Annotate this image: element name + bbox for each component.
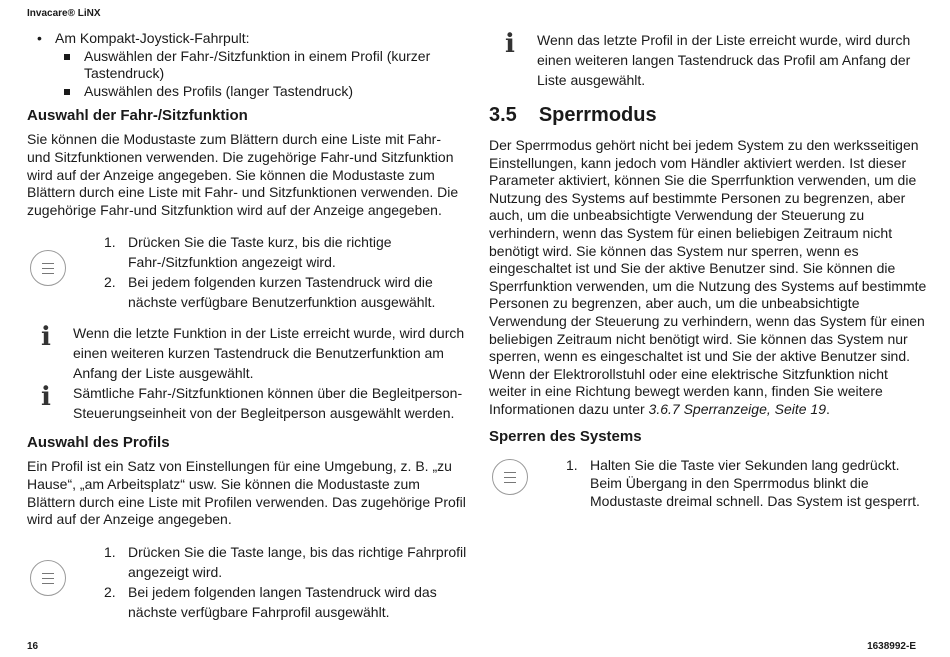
note-text: Wenn das letzte Profil in der Liste erreicht wurde, wird durch einen weiteren langen Tastendruck das Profil am Anfang der Liste ausgewählt. [537, 32, 911, 88]
step-item: 2. Bei jedem folgenden kurzen Tastendruck wird die nächste verfügbare Benutzerfunktion ausgewählt. [104, 274, 436, 311]
sub-bullet-item [27, 83, 467, 101]
step-item: 1. Halten Sie die Taste vier Sekunden lang gedrückt. Beim Übergang in den Sperrmodus blinkt die Modustaste dreimal schnell. Das System ist gesperrt. [566, 456, 920, 509]
square-bullet-icon [64, 89, 70, 95]
step-item: 1. Drücken Sie die Taste lange, bis das richtige Fahrprofil angezeigt wird. [104, 543, 467, 580]
left-column [27, 30, 467, 622]
info-note [27, 383, 467, 423]
section-number: 3.5 [489, 104, 517, 126]
note-text: Wenn die letzte Funktion in der Liste erreicht wurde, wird durch einen weiteren kurzen Tastendruck die Benutzerfunktion am Anfang der Liste ausgewählt. [73, 325, 465, 382]
info-icon: ℹ [41, 322, 51, 353]
info-icon: ℹ [505, 29, 515, 59]
note-text: Sämtliche Fahr-/Sitzfunktionen können über die Begleitperson-Steuerungseinheit von der Begleitperson ausgewählt werden. [73, 385, 463, 422]
bullet-item [27, 30, 467, 48]
info-icon: ℹ [41, 382, 51, 413]
steps-lock [489, 456, 929, 510]
bullet-text: Am Kompakt-Joystick-Fahrpult: [55, 30, 250, 46]
bullet-dot-icon: • [37, 30, 42, 46]
menu-button-icon [492, 459, 528, 495]
header-brand: Invacare® LiNX [27, 8, 101, 19]
sub-bullet-text: Auswählen des Profils (langer Tastendruck) [84, 82, 353, 99]
section-heading [489, 102, 929, 128]
sub-bullet-text: Auswählen der Fahr-/Sitzfunktion in einem Profil (kurzer Tastendruck) [84, 47, 431, 82]
document-id: 1638992-E [867, 641, 916, 652]
heading-function-selection: Auswahl der Fahr-/Sitzfunktion [27, 107, 248, 125]
step-item: 1. Drücken Sie die Taste kurz, bis die richtige Fahr-/Sitzfunktion angezeigt wird. [104, 234, 392, 271]
section-title: Sperrmodus [538, 104, 657, 126]
paragraph-function-selection: Sie können die Modustaste zum Blättern durch eine Liste mit Fahr- und Sitzfunktionen verwenden. Die zugehörige Fahr-und Sitzfunktion wird auf der Anzeige angegeben. Sie können die Modustaste zum Blättern durch eine Liste mit Fahr- und Sitzfunktionen verwenden. Die zugehörige Fahr-und Sitzfunktion wird auf der Anzeige angegeben. [27, 131, 459, 218]
cross-reference-link: 3.6.7 Sperranzeige, Seite 19 [648, 400, 827, 417]
steps-profile [27, 542, 467, 622]
paragraph-lock-mode: Der Sperrmodus gehört nicht bei jedem System zu den werksseitigen Einstellungen, kann jedoch vom Händler aktiviert werden. Ist dieser Parameter aktiviert, können Sie die Sperrfunktion verwenden, um die Nutzung des Systems auf bestimmte Personen zu begrenzen, aber auch, um die unbeabsichtigte Verwendung der Steuerung zu verhindern, wenn das System für einen beliebigen Zeitraum nicht benötigt wird. Sie können das System nur sperren, wenn es eingeschaltet ist und Sie der aktive Benutzer sind. Sie können die Sperrfunktion verwenden, um die Nutzung des Systems auf bestimmte Personen zu begrenzen, aber auch, um die unbeabsichtigte Verwendung der Steuerung zu verhindern, wenn das System für einen beliebigen Zeitraum nicht benötigt wird. Sie können das System nur sperren, wenn es eingeschaltet ist und Sie der aktive Benutzer sind. Wenn der Elektrorollstuhl oder eine elektrische Sitzfunktion nicht weiter in eine Richtung bewegt werden kann, finden Sie weitere Informationen dazu unter 3.6.7 Sperranzeige, Seite 19. [489, 137, 927, 417]
menu-button-icon [30, 250, 66, 286]
steps-function [27, 232, 467, 312]
right-column [489, 30, 929, 510]
sub-bullet-item [27, 48, 467, 83]
menu-button-icon [30, 560, 66, 596]
page-number: 16 [27, 641, 39, 652]
heading-lock-system: Sperren des Systems [489, 427, 642, 445]
info-note [489, 30, 929, 90]
square-bullet-icon [64, 54, 70, 60]
paragraph-profile-selection: Ein Profil ist ein Satz von Einstellungen für eine Umgebung, z. B. „zu Hause“, „am Arbeitsplatz“ usw. Sie können die Modustaste zum Blättern durch eine Liste mit Profilen verwenden. Das zugehörige Profil wird auf der Anzeige angegeben. [27, 458, 466, 528]
info-note [27, 323, 467, 383]
heading-profile-selection: Auswahl des Profils [27, 434, 170, 452]
step-item: 2. Bei jedem folgenden langen Tastendruck wird das nächste verfügbare Fahrprofil ausgewählt. [104, 583, 437, 620]
